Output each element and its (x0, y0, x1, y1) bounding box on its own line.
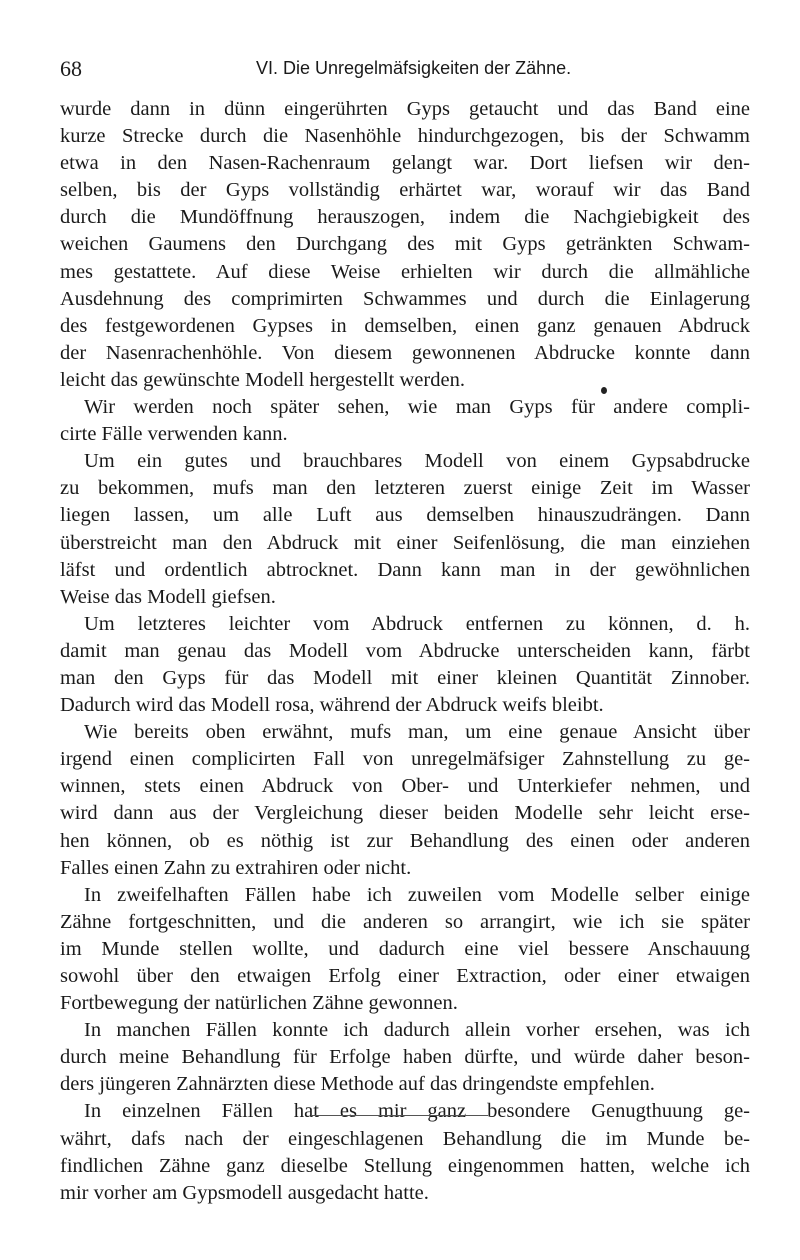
text-line: ders jüngeren Zahnärzten diese Methode auf das dringendste empfehlen. (60, 1073, 655, 1096)
text-line: wird dann aus der Vergleichung dieser beiden Modelle sehr leicht erse- (60, 802, 750, 825)
text-line: liegen lassen, um alle Luft aus demselben hinauszudrängen. Dann (60, 504, 750, 527)
text-line: Dadurch wird das Modell rosa, während der Abdruck weifs bleibt. (60, 694, 604, 717)
body-text (60, 96, 750, 1207)
paragraph (60, 448, 750, 611)
text-line: wurde dann in dünn eingerührten Gyps getaucht und das Band eine (60, 98, 750, 120)
text-line: Falles einen Zahn zu extrahiren oder nicht. (60, 856, 412, 879)
text-line: leicht das gewünschte Modell hergestellt werden. (60, 368, 465, 391)
text-line: durch die Mundöffnung herauszogen, indem die Nachgiebigkeit des (60, 206, 750, 229)
text-line: In manchen Fällen konnte ich dadurch allein vorher ersehen, was ich (84, 1019, 750, 1042)
text-line: der Nasenrachenhöhle. Von diesem gewonnenen Abdrucke konnte dann (60, 341, 750, 364)
text-line: weichen Gaumens den Durchgang des mit Gyps getränkten Schwam- (60, 233, 750, 256)
paragraph (60, 719, 750, 882)
text-line: Um ein gutes und brauchbares Modell von einem Gypsabdrucke (84, 450, 750, 473)
text-line: zu bekommen, mufs man den letzteren zuerst einige Zeit im Wasser (60, 477, 750, 500)
text-line: durch meine Behandlung für Erfolge haben dürfte, und würde daher beson- (60, 1046, 750, 1069)
text-line: sowohl über den etwaigen Erfolg einer Extraction, oder einer etwaigen (60, 965, 750, 987)
page-header (60, 56, 750, 86)
text-line: des festgewordenen Gypses in demselben, einen ganz genauen Abdruck (60, 314, 750, 337)
paragraph (60, 1017, 750, 1098)
page-number: 68 (60, 56, 82, 81)
text-line: irgend einen complicirten Fall von unregelmäfsiger Zahnstellung zu ge- (60, 748, 750, 771)
text-line: Zähne fortgeschnitten, und die anderen so arrangirt, wie ich sie später (60, 910, 750, 933)
text-line: mes gestattete. Auf diese Weise erhielten wir durch die allmähliche (60, 260, 750, 283)
text-line: man den Gyps für das Modell mit einer kleinen Quantität Zinnober. (60, 666, 750, 689)
text-line: Fortbewegung der natürlichen Zähne gewonnen. (60, 992, 458, 1015)
text-line: cirte Fälle verwenden kann. (60, 423, 288, 446)
text-line: Um letzteres leichter vom Abdruck entfernen zu können, d. h. (84, 612, 750, 635)
text-line: Weise das Modell giefsen. (60, 585, 276, 608)
paragraph (60, 394, 750, 448)
text-line: hen können, ob es nöthig ist zur Behandlung des einen oder anderen (60, 829, 750, 852)
text-line: In zweifelhaften Fällen habe ich zuweilen vom Modelle selber einige (84, 883, 750, 906)
text-line: währt, dafs nach der eingeschlagenen Behandlung die im Munde be- (60, 1127, 750, 1150)
text-line: kurze Strecke durch die Nasenhöhle hindurchgezogen, bis der Schwamm (60, 125, 750, 148)
text-line: im Munde stellen wollte, und dadurch eine viel bessere Anschauung (60, 937, 750, 960)
text-line: etwa in den Nasen-Rachenraum gelangt war. Dort liefsen wir den- (60, 152, 750, 175)
text-line: mir vorher am Gypsmodell ausgedacht hatte. (60, 1181, 429, 1204)
paragraph (60, 96, 750, 394)
text-line: überstreicht man den Abdruck mit einer Seifenlösung, die man einziehen (60, 531, 750, 554)
text-line: In einzelnen Fällen hat es mir ganz besondere Genugthuung ge- (84, 1100, 750, 1123)
text-line: findlichen Zähne ganz dieselbe Stellung eingenommen hatten, welche ich (60, 1154, 750, 1177)
print-speck (601, 387, 607, 394)
paragraph (60, 611, 750, 719)
footer-rule (312, 1115, 488, 1116)
text-line: läfst und ordentlich abtrocknet. Dann kann man in der gewöhnlichen (60, 558, 750, 581)
running-title: VI. Die Unregelmäfsigkeiten der Zähne. (256, 58, 572, 78)
text-line: Wir werden noch später sehen, wie man Gyps für andere compli- (84, 396, 750, 419)
text-line: damit man genau das Modell vom Abdrucke unterscheiden kann, färbt (60, 639, 750, 662)
text-line: Ausdehnung des comprimirten Schwammes und durch die Einlagerung (60, 287, 750, 310)
text-line: winnen, stets einen Abdruck von Ober- und Unterkiefer nehmen, und (60, 775, 750, 798)
text-line: Wie bereits oben erwähnt, mufs man, um eine genaue Ansicht über (84, 721, 750, 744)
paragraph (60, 882, 750, 1017)
text-line: selben, bis der Gyps vollständig erhärtet war, worauf wir das Band (60, 179, 750, 202)
